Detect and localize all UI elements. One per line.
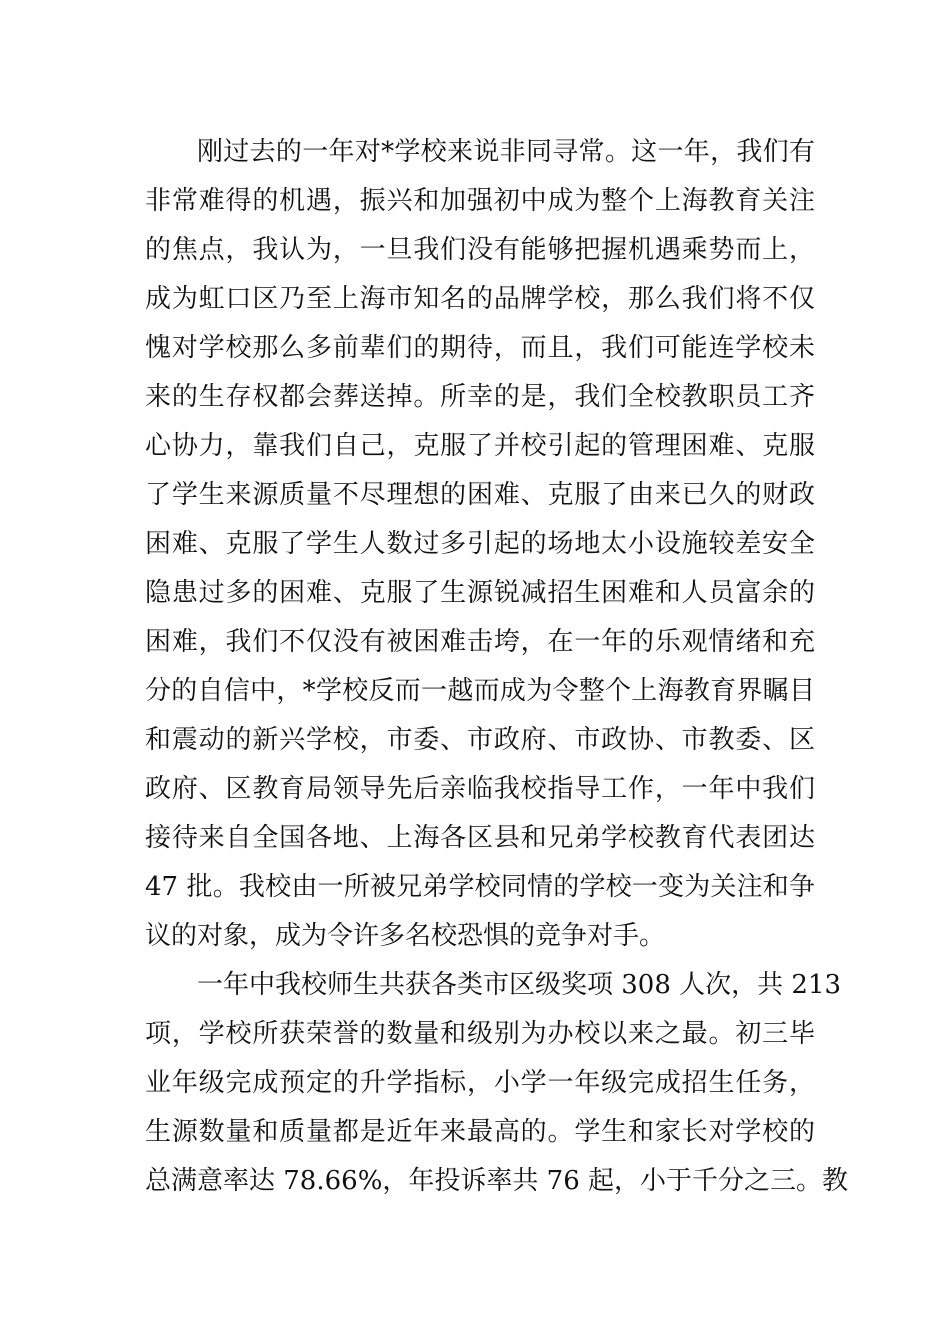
paragraph-2	[145, 961, 849, 1206]
text-line: 政府、区教育局领导先后亲临我校指导工作，一年中我们	[145, 774, 815, 804]
text-line: 一年中我校师生共获各类市区级奖项 308 人次，共 213	[197, 970, 842, 1000]
document-body	[145, 128, 849, 1206]
text-line: 项，学校所获荣誉的数量和级别为办校以来之最。初三毕	[145, 1019, 815, 1049]
text-line: 了学生来源质量不尽理想的困难、克服了由来已久的财政	[145, 480, 815, 510]
text-line: 接待来自全国各地、上海各区县和兄弟学校教育代表团达	[145, 823, 815, 853]
paragraph-1	[145, 128, 815, 961]
text-line: 业年级完成预定的升学指标，小学一年级完成招生任务，	[145, 1068, 815, 1098]
text-line: 愧对学校那么多前辈们的期待，而且，我们可能连学校未	[145, 333, 815, 363]
text-line: 分的自信中，*学校反而一越而成为令整个上海教育界瞩目	[145, 676, 815, 706]
text-line: 47 批。我校由一所被兄弟学校同情的学校一变为关注和争	[145, 872, 815, 902]
text-line: 刚过去的一年对*学校来说非同寻常。这一年，我们有	[197, 137, 815, 167]
text-line: 总满意率达 78.66%，年投诉率共 76 起，小于千分之三。教	[145, 1166, 849, 1196]
text-line: 困难、克服了学生人数过多引起的场地太小设施较差安全	[145, 529, 815, 559]
text-line: 和震动的新兴学校，市委、市政府、市政协、市教委、区	[145, 725, 815, 755]
text-line: 生源数量和质量都是近年来最高的。学生和家长对学校的	[145, 1117, 815, 1147]
text-line: 困难，我们不仅没有被困难击垮，在一年的乐观情绪和充	[145, 627, 815, 657]
text-line: 心协力，靠我们自己，克服了并校引起的管理困难、克服	[145, 431, 815, 461]
text-line: 成为虹口区乃至上海市知名的品牌学校，那么我们将不仅	[145, 284, 815, 314]
text-line: 隐患过多的困难、克服了生源锐减招生困难和人员富余的	[145, 578, 815, 608]
text-line: 议的对象，成为令许多名校恐惧的竞争对手。	[145, 921, 666, 951]
text-line: 非常难得的机遇，振兴和加强初中成为整个上海教育关注	[145, 186, 815, 216]
text-line: 来的生存权都会葬送掉。所幸的是，我们全校教职员工齐	[145, 382, 815, 412]
text-line: 的焦点，我认为，一旦我们没有能够把握机遇乘势而上，	[145, 235, 815, 265]
